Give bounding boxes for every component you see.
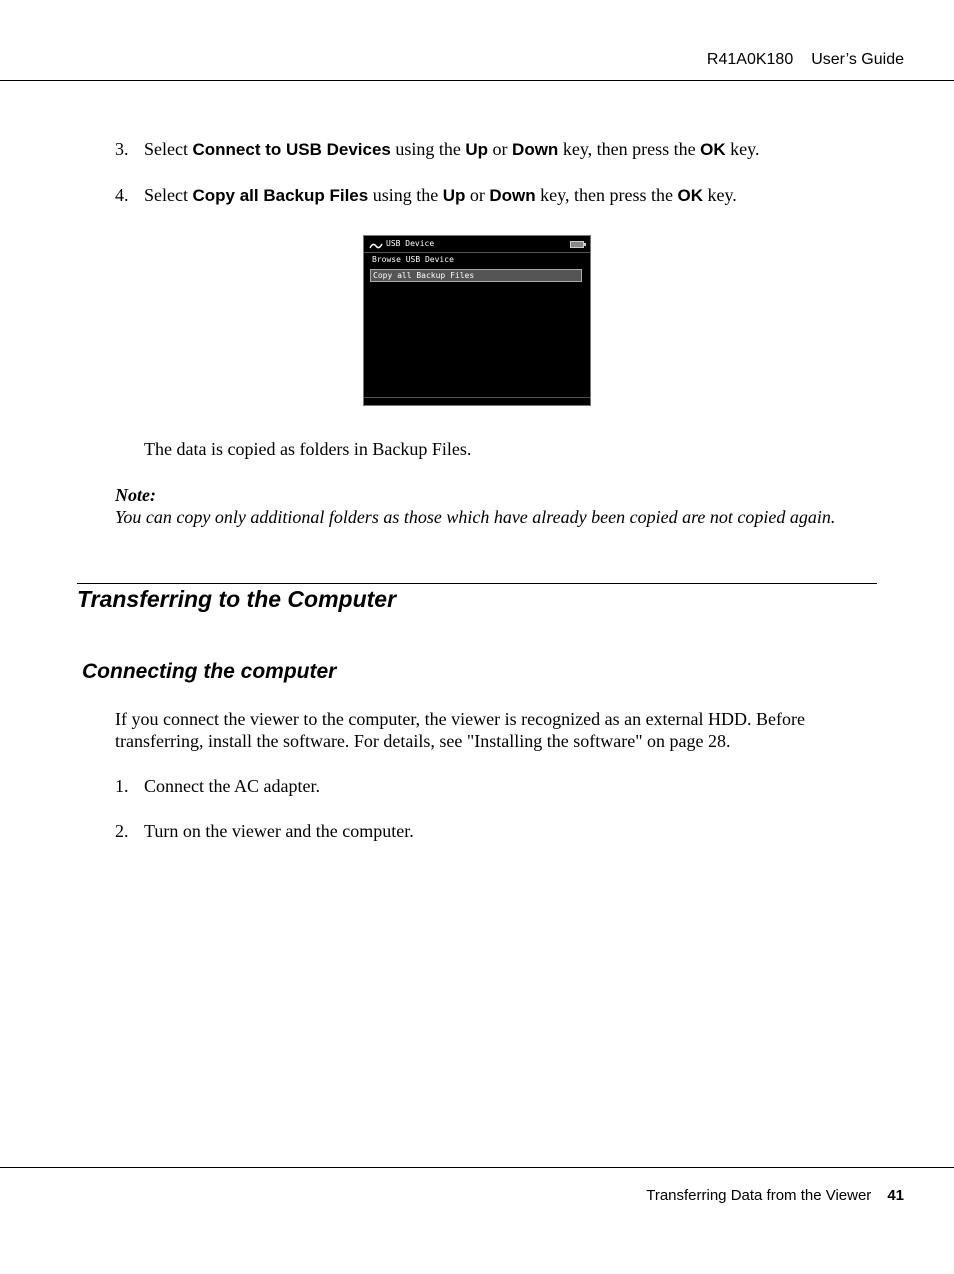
- device-screen-screenshot: [363, 235, 591, 406]
- key-name: OK: [677, 186, 703, 205]
- text-run: key, then press the: [558, 139, 701, 159]
- step-number: 1.: [115, 776, 129, 796]
- subsection-heading: Connecting the computer: [82, 660, 337, 683]
- text-run: Select: [144, 185, 193, 205]
- menu-item-copy-all-backup-files: Copy all Backup Files: [370, 269, 582, 282]
- text-run: using the: [390, 139, 466, 159]
- text-run: key.: [725, 139, 760, 159]
- text-run: or: [465, 185, 490, 205]
- step-3: [0, 138, 954, 160]
- key-name: Up: [442, 186, 466, 205]
- step-number: 4.: [115, 185, 129, 205]
- text-run: Select: [144, 139, 193, 159]
- note-text: You can copy only additional folders as those which have already been copied are not copied again.: [115, 507, 836, 527]
- step-text: Turn on the viewer and the computer.: [144, 821, 414, 841]
- header-divider: [0, 80, 954, 81]
- step-text: Connect the AC adapter.: [144, 776, 320, 796]
- footer-divider: [0, 1167, 954, 1168]
- header-model: R41A0K180: [706, 51, 794, 68]
- note-label: Note:: [115, 485, 156, 505]
- section-heading: Transferring to the Computer: [77, 586, 397, 612]
- menu-item-browse-usb-device: Browse USB Device: [372, 255, 454, 264]
- result-text: The data is copied as folders in Backup Files.: [144, 439, 472, 459]
- intro-line-2: transferring, install the software. For details, see "Installing the software" on page 28.: [115, 731, 731, 751]
- screen-title-bar: [364, 236, 590, 253]
- text-run: using the: [368, 185, 443, 205]
- step-number: 2.: [115, 821, 129, 841]
- text-run: key, then press the: [535, 185, 678, 205]
- step-4: [0, 184, 954, 206]
- screen-title: USB Device: [386, 239, 435, 248]
- intro-line-1: If you connect the viewer to the computer, the viewer is recognized as an external HDD. Before: [115, 709, 806, 729]
- step-2: [0, 820, 954, 842]
- menu-name: Copy all Backup Files: [192, 186, 369, 205]
- intro-paragraph: [115, 708, 805, 752]
- key-name: OK: [700, 140, 726, 159]
- text-run: or: [488, 139, 513, 159]
- step-number: 3.: [115, 139, 129, 159]
- page-number: 41: [887, 1187, 904, 1204]
- page-footer: [646, 1187, 904, 1204]
- section-divider: [77, 583, 877, 584]
- battery-icon: [570, 241, 584, 248]
- header-guide: User’s Guide: [811, 51, 904, 68]
- key-name: Down: [489, 186, 536, 205]
- page-header: [707, 51, 904, 69]
- step-text: [144, 138, 759, 161]
- key-name: Down: [512, 140, 559, 159]
- step-text: [144, 184, 737, 207]
- menu-name: Connect to USB Devices: [192, 140, 391, 159]
- footer-chapter: Transferring Data from the Viewer: [646, 1187, 872, 1204]
- screen-status-divider: [364, 397, 590, 398]
- step-1: [0, 775, 954, 797]
- text-run: key.: [702, 185, 737, 205]
- key-name: Up: [465, 140, 489, 159]
